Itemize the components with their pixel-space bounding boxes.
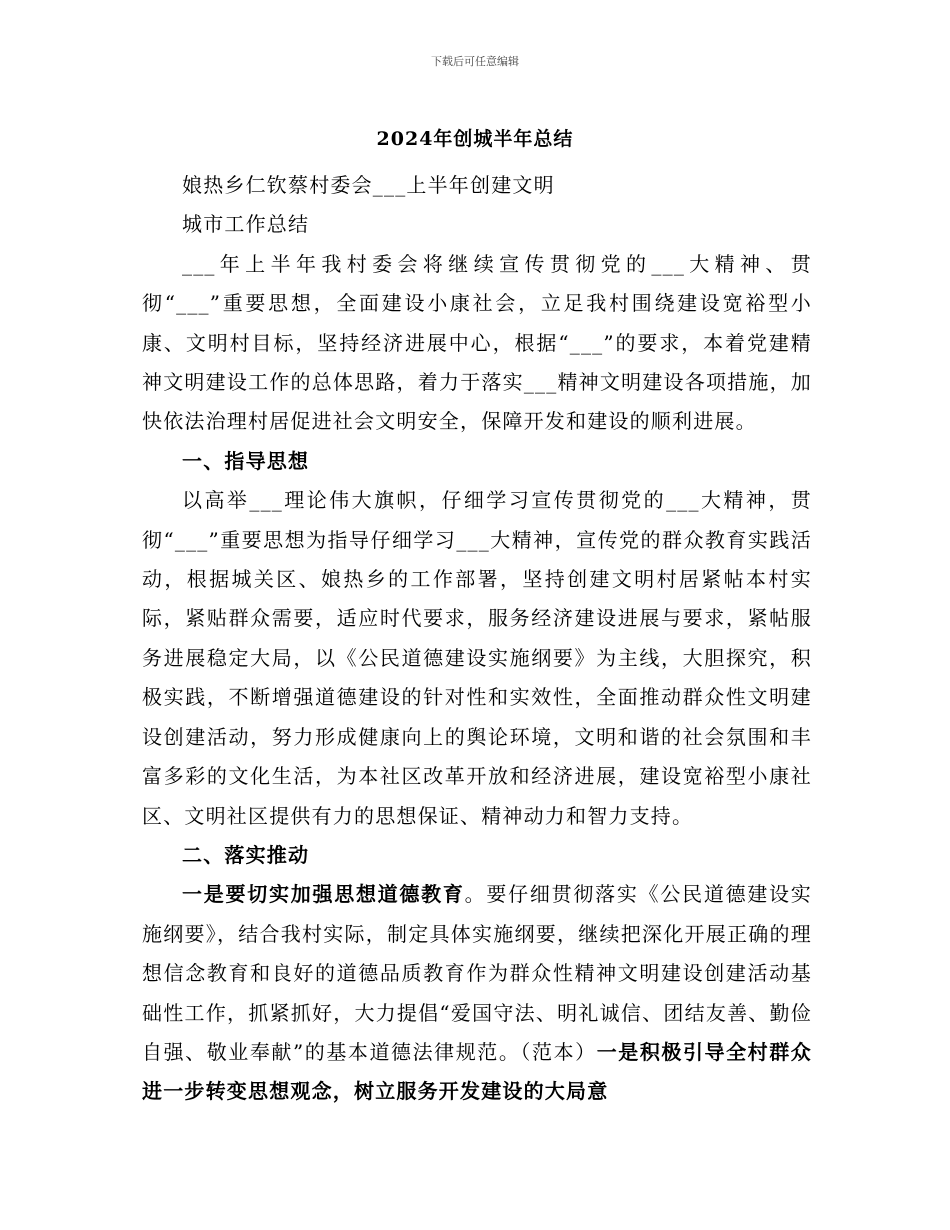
implementation-paragraph — [142, 875, 812, 1111]
header-note: 下载后可任意编辑 — [431, 55, 519, 68]
section-heading-guiding-thought: 一、指导思想 — [182, 448, 310, 473]
document-body — [142, 166, 812, 1112]
guiding-thought-paragraph: 以高举___理论伟大旗帜，仔细学习宣传贯彻党的___大精神，贯彻“___”重要思想为指导仔细学习___大精神，宣传党的群众教育实践活动，根据城关区、娘热乡的工作部署，坚持创建文明村居紧帖本村实际，紧贴群众需要，适应时代要求，服务经济建设进展与要求，紧帖服务进展稳定大局，以《公民道德建设实施纲要》为主线，大胆探究，积极实践，不断增强道德建设的针对性和实效性，全面推动群众性文明建设创建活动，努力形成健康向上的舆论环境，文明和谐的社会氛围和丰富多彩的文化生活，为本社区改革开放和经济进展，建设宽裕型小康社区、文明社区提供有力的思想保证、精神动力和智力支持。 — [142, 488, 812, 828]
subtitle-line-1: 娘热乡仁钦蔡村委会___上半年创建文明 — [182, 173, 555, 197]
item1-lead: 一是要切实加强思想道德教育 — [182, 882, 465, 907]
section-heading-implementation: 二、落实推动 — [182, 842, 310, 867]
item2-lead: 一是积极引导全村群众进一步转变思想观念，树立服务开发建设的大局意 — [142, 1039, 813, 1104]
item1-body: 。要仔细贯彻落实《公民道德建设实施纲要》，结合我村实际，制定具体实施纲要，继续把深化开展正确的理想信念教育和良好的道德品质教育作为群众性精神文明建设创建活动基础性工作，抓紧抓好，大力提倡“爱国守法、明礼诚信、团结友善、勤俭自强、敬业奉献”的基本道德法律规范。（范本） — [142, 882, 812, 1064]
intro-paragraph: ___年上半年我村委会将继续宣传贯彻党的___大精神、贯彻“___”重要思想，全面建设小康社会，立足我村围绕建设宽裕型小康、文明村目标，坚持经济进展中心，根据“___”的要求，本着党建精神文明建设工作的总体思路，着力于落实___精神文明建设各项措施，加快依法治理村居促进社会文明安全，保障开发和建设的顺利进展。 — [142, 251, 812, 434]
subtitle-line-2: 城市工作总结 — [182, 212, 310, 237]
document-title: 2024年创城半年总结 — [376, 128, 574, 150]
